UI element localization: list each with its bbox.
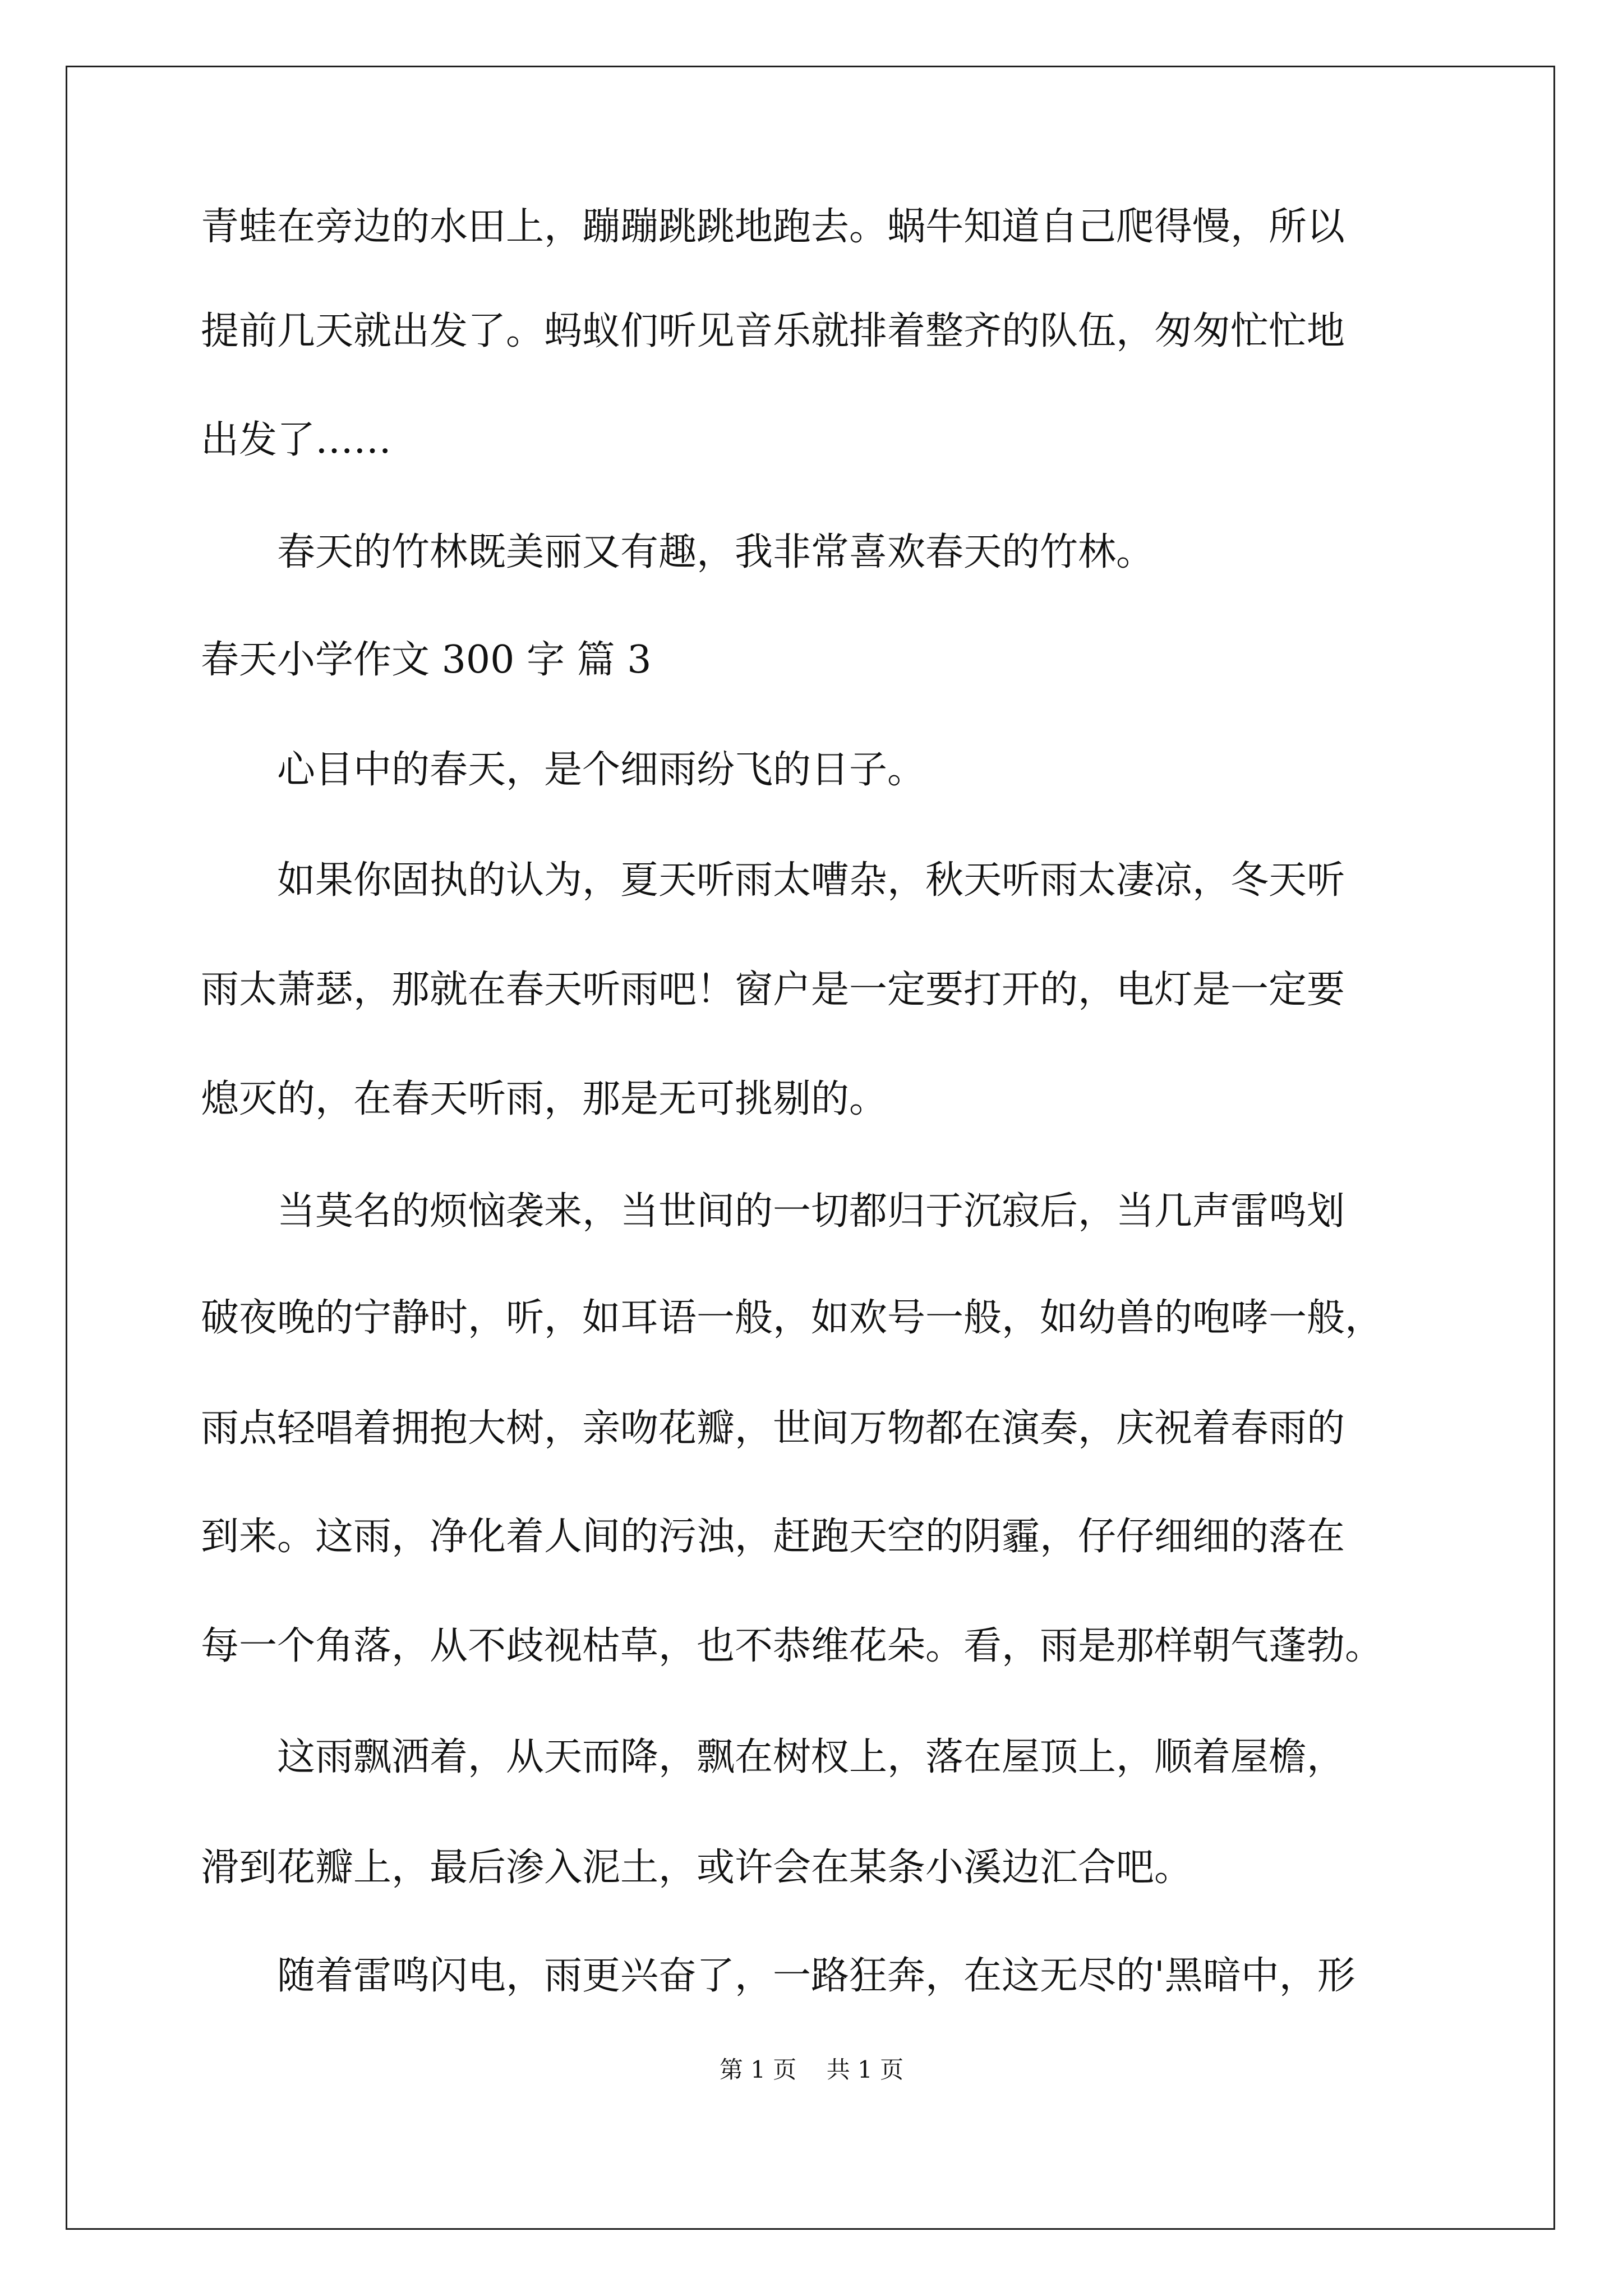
text-line: 随着雷鸣闪电，雨更兴奋了，一路狂奔，在这无尽的'黑暗中，形: [201, 1954, 1355, 1998]
text-line: 提前几天就出发了。蚂蚁们听见音乐就排着整齐的队伍，匆匆忙忙地: [201, 309, 1345, 353]
text-line: 滑到花瓣上，最后渗入泥土，或许会在某条小溪边汇合吧。: [201, 1846, 1193, 1890]
text-line: 雨点轻唱着拥抱大树，亲吻花瓣，世间万物都在演奏，庆祝着春雨的: [201, 1406, 1345, 1451]
text-line: 熄灭的，在春天听雨，那是无可挑剔的。: [201, 1077, 888, 1121]
text-line: 心目中的春天，是个细雨纷飞的日子。: [201, 748, 926, 792]
text-line: 出发了……: [201, 418, 392, 462]
page-border: [66, 66, 1555, 2230]
text-line: 如果你固执的认为，夏天听雨太嘈杂，秋天听雨太凄凉，冬天听: [201, 858, 1345, 903]
text-line: 雨太萧瑟，那就在春天听雨吧！窗户是一定要打开的，电灯是一定要: [201, 968, 1345, 1012]
page-footer: 第 1 页 共 1 页: [719, 2056, 904, 2083]
text-line: 春天的竹林既美丽又有趣，我非常喜欢春天的竹林。: [201, 530, 1155, 574]
text-line: 每一个角落，从不歧视枯草，也不恭维花朵。看，雨是那样朝气蓬勃。: [201, 1624, 1384, 1668]
text-line: 破夜晚的宁静时，听，如耳语一般，如欢号一般，如幼兽的咆哮一般，: [201, 1296, 1384, 1340]
text-line: 青蛙在旁边的水田上，蹦蹦跳跳地跑去。蜗牛知道自己爬得慢，所以: [201, 205, 1345, 249]
text-line: 到来。这雨，净化着人间的污浊，赶跑天空的阴霾，仔仔细细的落在: [201, 1515, 1345, 1559]
section-heading: 春天小学作文 300 字 篇 3: [201, 638, 652, 682]
text-line: 当莫名的烦恼袭来，当世间的一切都归于沉寂后，当几声雷鸣划: [201, 1189, 1345, 1234]
text-line: 这雨飘洒着，从天而降，飘在树杈上，落在屋顶上，顺着屋檐，: [201, 1735, 1345, 1779]
